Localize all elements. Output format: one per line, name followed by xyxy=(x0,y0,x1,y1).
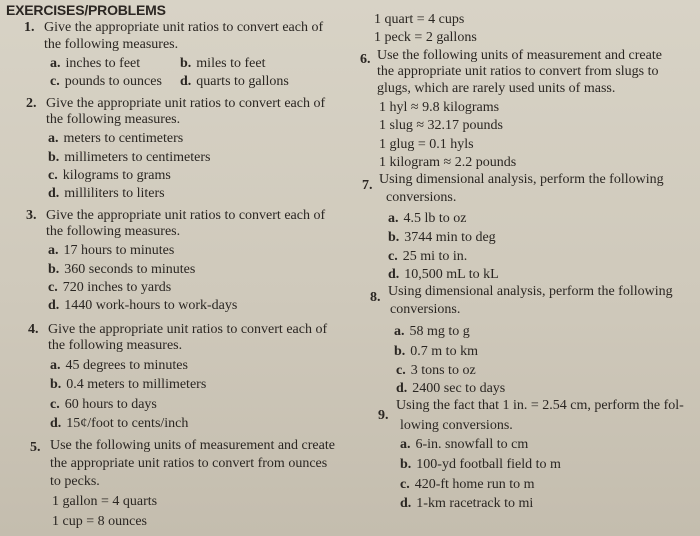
problem-item: c. pounds to ounces xyxy=(50,74,162,89)
problem-item: a. 17 hours to minutes xyxy=(48,243,175,258)
problem-number: 9. xyxy=(378,408,389,423)
problem-item: d. quarts to gallons xyxy=(180,74,289,89)
section-heading: EXERCISES/PROBLEMS xyxy=(6,2,166,18)
unit-fact: 1 kilogram ≈ 2.2 pounds xyxy=(379,155,517,170)
problem-item: c. 720 inches to yards xyxy=(48,280,172,295)
problem-text-line: Using dimensional analysis, perform the following xyxy=(379,172,664,187)
unit-fact: 1 quart = 4 cups xyxy=(374,12,465,27)
problem-item: b. miles to feet xyxy=(180,56,266,71)
problem-item: b. 3744 min to deg xyxy=(388,230,496,245)
problem-item: d. 1-km racetrack to mi xyxy=(400,496,534,511)
problem-number: 8. xyxy=(370,290,381,305)
problem-text-line: Using the fact that 1 in. = 2.54 cm, perform the fol- xyxy=(396,398,684,413)
problem-item: a. 45 degrees to minutes xyxy=(50,358,188,373)
problem-item: c. 3 tons to oz xyxy=(396,363,476,378)
problem-item: a. 4.5 lb to oz xyxy=(388,211,467,226)
problem-text-line: glugs, which are rarely used units of mass. xyxy=(377,81,616,96)
problem-text-line: Use the following units of measurement and create xyxy=(50,438,335,453)
problem-text-line: lowing conversions. xyxy=(400,418,513,433)
problem-text-line: the following measures. xyxy=(46,224,181,239)
problem-text-line: to pecks. xyxy=(50,474,100,489)
unit-fact: 1 cup = 8 ounces xyxy=(52,514,147,529)
problem-text-line: Give the appropriate unit ratios to convert each of xyxy=(44,20,324,35)
problem-text-line: the appropriate unit ratios to convert from slugs to xyxy=(377,64,659,79)
problem-text-line: conversions. xyxy=(390,302,461,317)
problem-item: a. 6-in. snowfall to cm xyxy=(400,437,529,452)
unit-fact: 1 peck = 2 gallons xyxy=(374,30,477,45)
problem-number: 1. xyxy=(24,20,35,35)
problem-item: b. 0.7 m to km xyxy=(394,344,478,359)
problem-item: c. 60 hours to days xyxy=(50,397,157,412)
problem-item: d. 1440 work-hours to work-days xyxy=(48,298,238,313)
problem-item: d. milliliters to liters xyxy=(48,186,165,201)
problem-number: 7. xyxy=(362,178,373,193)
problem-item: d. 2400 sec to days xyxy=(396,381,506,396)
problem-number: 3. xyxy=(26,208,37,223)
problem-text-line: Give the appropriate unit ratios to convert each of xyxy=(46,96,326,111)
unit-fact: 1 slug ≈ 32.17 pounds xyxy=(379,118,503,133)
problem-text-line: Using dimensional analysis, perform the following xyxy=(388,284,673,299)
problem-number: 5. xyxy=(30,440,41,455)
problem-text-line: Give the appropriate unit ratios to convert each of xyxy=(46,208,326,223)
problem-text-line: Give the appropriate unit ratios to convert each of xyxy=(48,322,328,337)
problem-text-line: the appropriate unit ratios to convert from ounces xyxy=(50,456,328,471)
problem-number: 2. xyxy=(26,96,37,111)
problem-text-line: conversions. xyxy=(386,190,457,205)
unit-fact: 1 gallon = 4 quarts xyxy=(52,494,158,509)
problem-item: c. kilograms to grams xyxy=(48,168,171,183)
problem-item: b. 100-yd football field to m xyxy=(400,457,561,472)
problem-number: 4. xyxy=(28,322,39,337)
problem-text-line: the following measures. xyxy=(44,37,179,52)
unit-fact: 1 hyl ≈ 9.8 kilograms xyxy=(379,100,500,115)
problem-item: c. 420-ft home run to m xyxy=(400,477,535,492)
problem-item: d. 10,500 mL to kL xyxy=(388,267,499,282)
problem-item: a. inches to feet xyxy=(50,56,141,71)
problem-text-line: Use the following units of measurement and create xyxy=(377,48,662,63)
problem-item: a. 58 mg to g xyxy=(394,324,470,339)
problem-item: a. meters to centimeters xyxy=(48,131,184,146)
problem-number: 6. xyxy=(360,52,371,67)
problem-item: c. 25 mi to in. xyxy=(388,249,468,264)
problem-item: b. millimeters to centimeters xyxy=(48,150,211,165)
problem-text-line: the following measures. xyxy=(48,338,183,353)
problem-item: b. 0.4 meters to millimeters xyxy=(50,377,207,392)
problem-text-line: the following measures. xyxy=(46,112,181,127)
unit-fact: 1 glug = 0.1 hyls xyxy=(379,137,474,152)
problem-item: b. 360 seconds to minutes xyxy=(48,262,196,277)
problem-item: d. 15¢/foot to cents/inch xyxy=(50,416,189,431)
